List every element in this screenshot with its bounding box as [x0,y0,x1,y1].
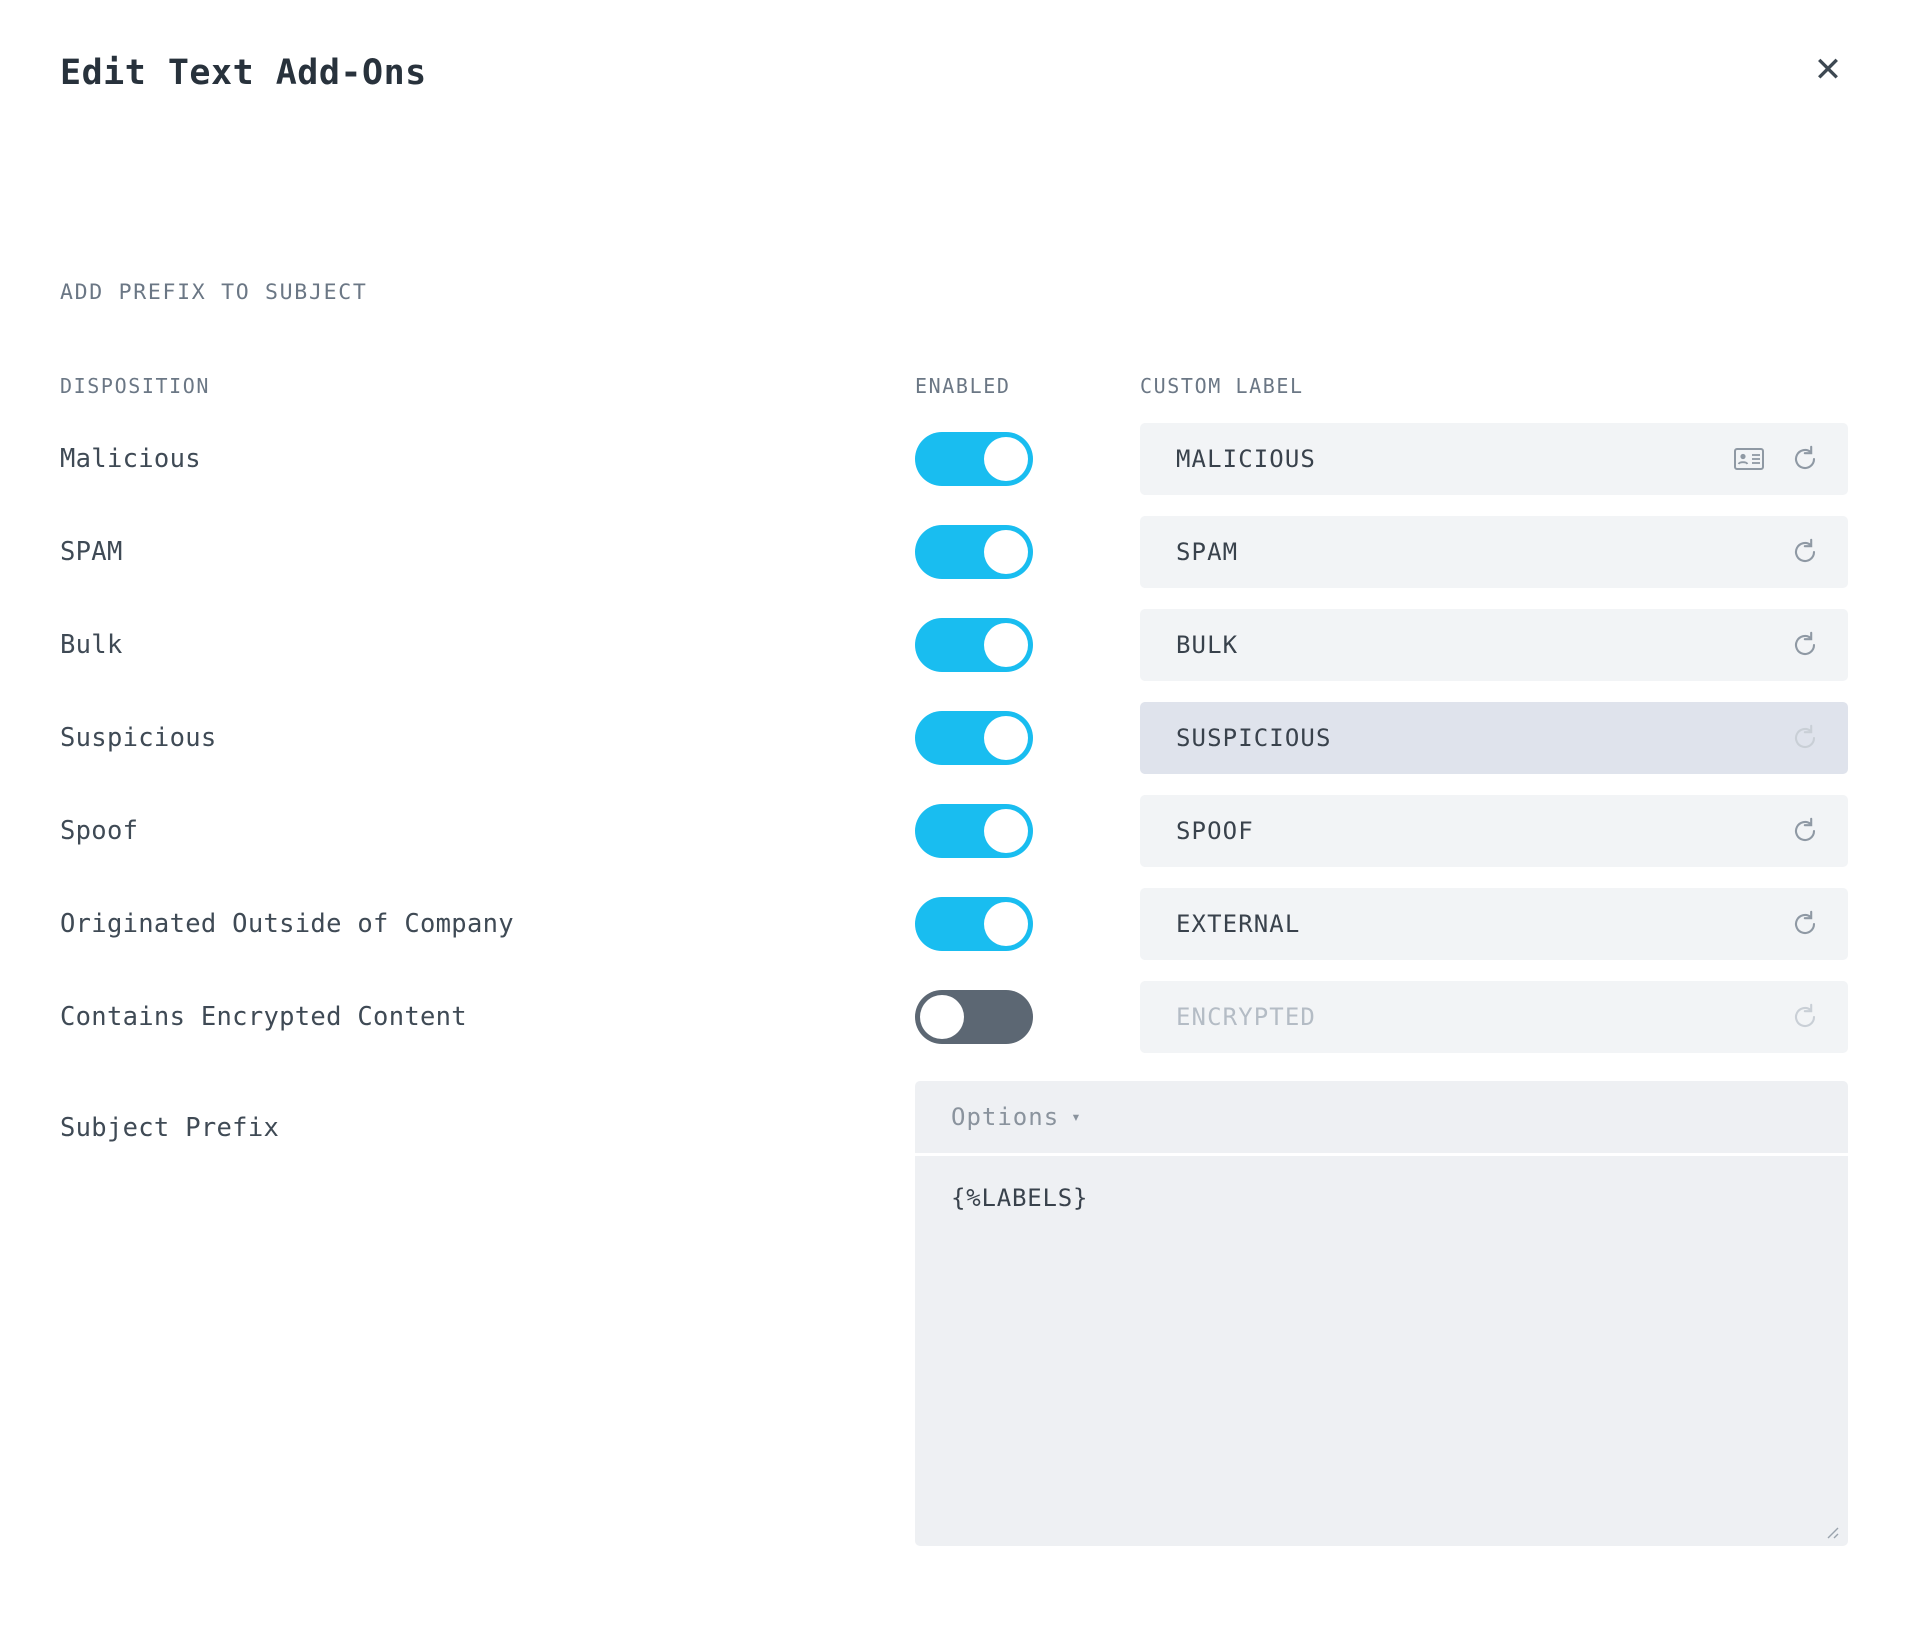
enabled-toggle-suspicious[interactable] [915,711,1033,765]
reset-icon[interactable] [1788,907,1822,941]
section-title: ADD PREFIX TO SUBJECT [60,280,368,305]
subject-prefix-label: Subject Prefix [60,1113,280,1143]
subject-prefix-editor [915,1081,1848,1546]
table-row [60,598,1848,691]
field-icon-group [1788,1000,1822,1034]
disposition-label: Spoof [60,815,139,846]
subject-prefix-textarea[interactable] [915,1156,1848,1546]
options-dropdown[interactable] [951,1103,1082,1131]
toggle-knob [984,809,1028,853]
disposition-label: Suspicious [60,722,217,753]
reset-icon[interactable] [1788,721,1822,755]
field-icon-group [1788,814,1822,848]
enabled-cell [915,804,1140,858]
card-icon[interactable] [1732,442,1766,476]
disposition-label: Contains Encrypted Content [60,1001,467,1032]
custom-label-value: SPAM [1176,537,1239,566]
reset-icon[interactable] [1788,628,1822,662]
close-icon[interactable]: ✕ [1813,50,1843,90]
custom-label-input-suspicious[interactable] [1140,702,1848,774]
custom-label-input-encrypted[interactable] [1140,981,1848,1053]
custom-label-cell [1140,516,1848,588]
reset-icon[interactable] [1788,1000,1822,1034]
resize-handle[interactable] [1822,1522,1840,1540]
enabled-cell [915,711,1140,765]
enabled-toggle-bulk[interactable] [915,618,1033,672]
toggle-knob [920,995,964,1039]
toggle-knob [984,902,1028,946]
custom-label-cell [1140,981,1848,1053]
reset-icon[interactable] [1788,814,1822,848]
dialog-header [0,0,1908,130]
column-header-enabled: ENABLED [915,374,1011,398]
field-icon-group [1732,442,1822,476]
options-dropdown-label: Options [951,1103,1060,1131]
disposition-table [0,360,1908,1063]
custom-label-input-external[interactable] [1140,888,1848,960]
enabled-toggle-spam[interactable] [915,525,1033,579]
disposition-label: Bulk [60,629,123,660]
field-icon-group [1788,628,1822,662]
reset-icon[interactable] [1788,442,1822,476]
enabled-toggle-malicious[interactable] [915,432,1033,486]
table-row [60,691,1848,784]
toggle-knob [984,530,1028,574]
custom-label-value: BULK [1176,630,1239,659]
custom-label-value: ENCRYPTED [1176,1002,1316,1031]
custom-label-input-spam[interactable] [1140,516,1848,588]
subject-prefix-row [0,1081,1908,1546]
custom-label-cell [1140,702,1848,774]
chevron-down-icon: ▾ [1071,1107,1082,1126]
custom-label-value: SPOOF [1176,816,1254,845]
disposition-label: SPAM [60,536,123,567]
disposition-label: Originated Outside of Company [60,908,514,939]
table-row [60,505,1848,598]
table-row [60,784,1848,877]
enabled-cell [915,525,1140,579]
custom-label-value: EXTERNAL [1176,909,1301,938]
custom-label-cell [1140,609,1848,681]
custom-label-input-spoof[interactable] [1140,795,1848,867]
custom-label-value: SUSPICIOUS [1176,723,1332,752]
enabled-toggle-spoof[interactable] [915,804,1033,858]
enabled-cell [915,432,1140,486]
column-header-custom-label: CUSTOM LABEL [1140,374,1304,398]
reset-icon[interactable] [1788,535,1822,569]
field-icon-group [1788,535,1822,569]
custom-label-input-bulk[interactable] [1140,609,1848,681]
editor-toolbar [915,1081,1848,1153]
table-row [60,877,1848,970]
page-title: Edit Text Add-Ons [60,53,427,93]
custom-label-input-malicious[interactable] [1140,423,1848,495]
table-header-row [60,360,1848,412]
field-icon-group [1788,907,1822,941]
enabled-cell [915,618,1140,672]
enabled-cell [915,897,1140,951]
column-header-disposition: DISPOSITION [60,374,211,398]
custom-label-cell [1140,423,1848,495]
custom-label-cell [1140,888,1848,960]
custom-label-cell [1140,795,1848,867]
toggle-knob [984,437,1028,481]
field-icon-group [1788,721,1822,755]
toggle-knob [984,623,1028,667]
disposition-label: Malicious [60,443,201,474]
table-row [60,412,1848,505]
table-row [60,970,1848,1063]
enabled-cell [915,990,1140,1044]
subject-prefix-content: {%LABELS} [951,1184,1089,1212]
enabled-toggle-external[interactable] [915,897,1033,951]
custom-label-value: MALICIOUS [1176,444,1316,473]
toggle-knob [984,716,1028,760]
enabled-toggle-encrypted[interactable] [915,990,1033,1044]
